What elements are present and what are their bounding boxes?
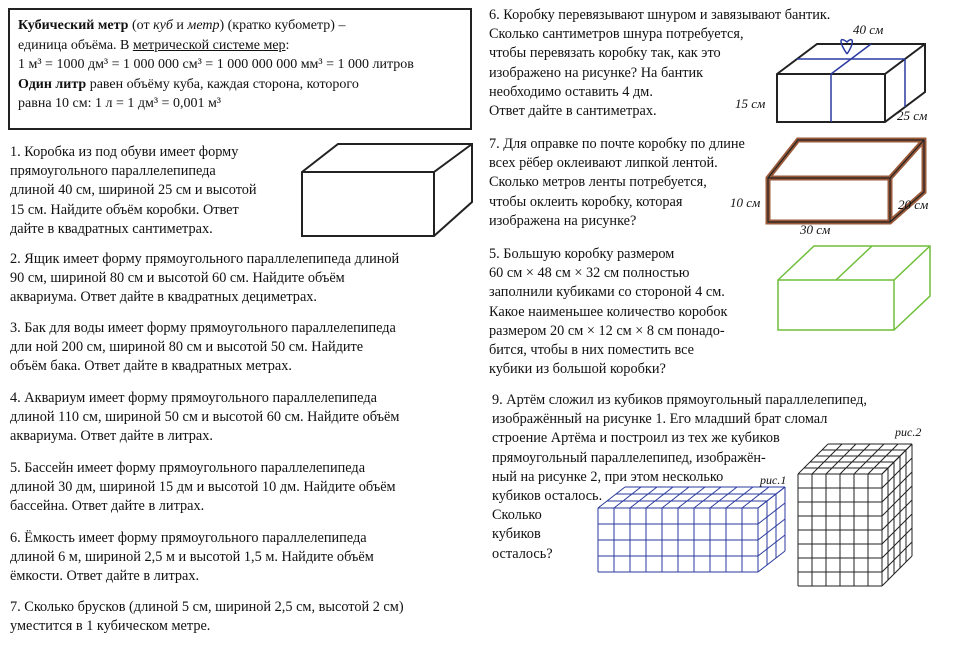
problem-left-6 <box>10 529 374 587</box>
problem-line: кубиков осталось. <box>492 488 603 505</box>
definition-line2a: единица объёма. В <box>18 37 133 53</box>
problem-line: чтобы оклеить коробку, которая <box>489 193 683 210</box>
shoe-box-top-edges <box>302 144 472 172</box>
problem-left-1 <box>10 143 257 239</box>
problem-line: 1. Коробка из под обуви имеет форму <box>10 144 239 160</box>
definition-origin-word1: куб <box>153 18 173 33</box>
problem-line: изображённый на рисунке 1. Его младший брат сломал <box>492 411 828 428</box>
shoe-box-outline <box>302 144 472 236</box>
bow-icon <box>841 40 852 54</box>
fig1-label: рис.1 <box>760 473 787 487</box>
problem-line: ёмкости. Ответ дайте в литрах. <box>10 568 200 585</box>
problem-line: длиной 40 см, шириной 25 см и высотой <box>10 182 257 199</box>
problem-line: 7. Для оправке по почте коробку по длине <box>489 136 745 152</box>
problem-line: прямоугольный параллелепипед, изображён- <box>492 449 766 466</box>
problem-left-4 <box>10 389 399 447</box>
problem-line: Сколько сантиметров шнура потребуется, <box>489 26 744 43</box>
definition-line-1 <box>18 16 462 36</box>
green-box-figure <box>774 242 934 334</box>
definition-line-4 <box>18 75 462 95</box>
problem-line: длиной 6 м, шириной 2,5 м и высотой 1,5 м. Найдите объём <box>10 549 374 566</box>
definition-box <box>8 8 472 130</box>
problem-line: 4. Аквариум имеет форму прямоугольного параллелепипеда <box>10 390 377 406</box>
problem-line: объём бака. Ответ дайте в квадратных метрах. <box>10 358 292 375</box>
problem-line: всех рёбер оклеивают липкой лентой. <box>489 155 718 172</box>
problem-line: длиной 110 см, шириной 50 см и высотой 60 см. Найдите объём <box>10 409 400 426</box>
problem-line: Ответ дайте в сантиметрах. <box>489 103 657 120</box>
tied-box-label-left: 15 см <box>735 96 766 111</box>
liter-term: Один литр <box>18 76 87 92</box>
cubes-figure <box>590 420 940 570</box>
cube-structure-fig1 <box>598 487 785 572</box>
string-lines <box>797 40 905 122</box>
shoe-box-figure <box>300 140 475 240</box>
problem-left-2 <box>10 250 399 308</box>
problem-line: изображена на рисунке? <box>489 212 637 229</box>
definition-origin-word2: метр <box>187 18 220 33</box>
problem-line: строение Артёма и построил из тех же кубиков <box>492 430 780 447</box>
problem-line: Какое наименьшее количество коробок <box>489 303 728 320</box>
liter-rest: равен объёму куба, каждая сторона, которого <box>86 76 359 92</box>
definition-origin-and: и <box>172 18 188 33</box>
problem-left-7 <box>10 598 404 636</box>
cube-structure-fig2 <box>798 444 912 586</box>
problem-line: 6. Ёмкость имеет форму прямоугольного параллелепипеда <box>10 530 367 546</box>
tied-box-label-top: 40 см <box>853 22 884 37</box>
definition-line-3: 1 м³ = 1000 дм³ = 1 000 000 см³ = 1 000 000 000 мм³ = 1 000 литров <box>18 57 414 72</box>
problem-line: прямоугольного параллелепипеда <box>10 163 216 180</box>
problem-line: аквариума. Ответ дайте в квадратных дециметрах. <box>10 289 318 306</box>
problem-line: 3. Бак для воды имеет форму прямоугольного параллелепипеда <box>10 320 396 336</box>
taped-box-label-bottom: 30 см <box>800 222 831 237</box>
problem-line: 6. Коробку перевязывают шнуром и завязывают бантик. <box>489 7 831 23</box>
problem-line: аквариума. Ответ дайте в литрах. <box>10 428 213 445</box>
problem-line: уместится в 1 кубическом метре. <box>10 618 211 635</box>
problem-line: 5. Бассейн имеет форму прямоугольного параллелепипеда <box>10 460 366 476</box>
problem-line: дайте в квадратных сантиметрах. <box>10 220 213 237</box>
problem-line: 7. Сколько брусков (длиной 5 см, шириной 2,5 см, высотой 2 см) <box>10 599 404 615</box>
tied-box-label-right: 25 см <box>897 108 928 123</box>
problem-left-5 <box>10 459 396 517</box>
problem-line: бассейна. Ответ дайте в литрах. <box>10 498 205 515</box>
problem-line: осталось? <box>492 545 553 562</box>
problem-left-3 <box>10 319 396 377</box>
taped-box-label-right: 20 см <box>898 197 929 212</box>
problem-line: 5. Большую коробку размером <box>489 246 675 262</box>
problem-line: 9. Артём сложил из кубиков прямоугольный параллелепипед, <box>492 392 867 408</box>
problem-line: чтобы перевязать коробку так, как это <box>489 45 721 62</box>
definition-line2b: : <box>285 37 290 53</box>
problem-line: кубиков <box>492 526 541 543</box>
definition-line-2 <box>18 36 462 56</box>
metric-system-link[interactable]: метрической системе мер <box>132 37 286 53</box>
problem-line: изображено на рисунке? На бантик <box>489 64 704 81</box>
problem-line: 15 см. Найдите объём коробки. Ответ <box>10 201 239 218</box>
taped-box-figure <box>728 132 938 237</box>
green-box-outline <box>778 246 930 330</box>
problem-line: заполнили кубиками со стороной 4 см. <box>489 284 725 301</box>
problem-line: необходимо оставить 4 дм. <box>489 83 653 100</box>
taped-box-label-left: 10 см <box>730 195 761 210</box>
problem-line: дли ной 200 см, шириной 80 см и высотой 50 см. Найдите <box>10 339 364 356</box>
problem-line: 60 см × 48 см × 32 см полностью <box>489 265 690 282</box>
problem-line: ный на рисунке 2, при этом несколько <box>492 468 724 485</box>
definition-origin-close: ) (кратко кубометр) – <box>219 18 346 33</box>
problem-line: кубики из большой коробки? <box>489 361 666 378</box>
definition-origin-open: (от <box>128 18 154 33</box>
problem-line: длиной 30 дм, шириной 15 дм и высотой 10 дм. Найдите объём <box>10 479 396 496</box>
problem-right-7 <box>489 135 745 231</box>
tied-box-figure <box>735 22 935 127</box>
problem-line: бится, чтобы в них поместить все <box>489 342 695 359</box>
fig2-label: рис.2 <box>895 425 922 439</box>
problem-line: Сколько метров ленты потребуется, <box>489 174 707 191</box>
problem-line: 90 см, шириной 80 см и высотой 60 см. Найдите объём <box>10 270 345 287</box>
definition-line-5: равна 10 см: 1 л = 1 дм³ = 0,001 м³ <box>18 96 222 111</box>
problem-line: Сколько <box>492 507 542 524</box>
problem-line: 2. Ящик имеет форму прямоугольного параллелепипеда длиной <box>10 251 400 267</box>
problem-line: размером 20 см × 12 см × 8 см понадо- <box>489 322 725 339</box>
problem-right-5 <box>489 245 728 379</box>
definition-term: Кубический метр <box>18 18 129 33</box>
green-box-divider <box>836 246 872 280</box>
